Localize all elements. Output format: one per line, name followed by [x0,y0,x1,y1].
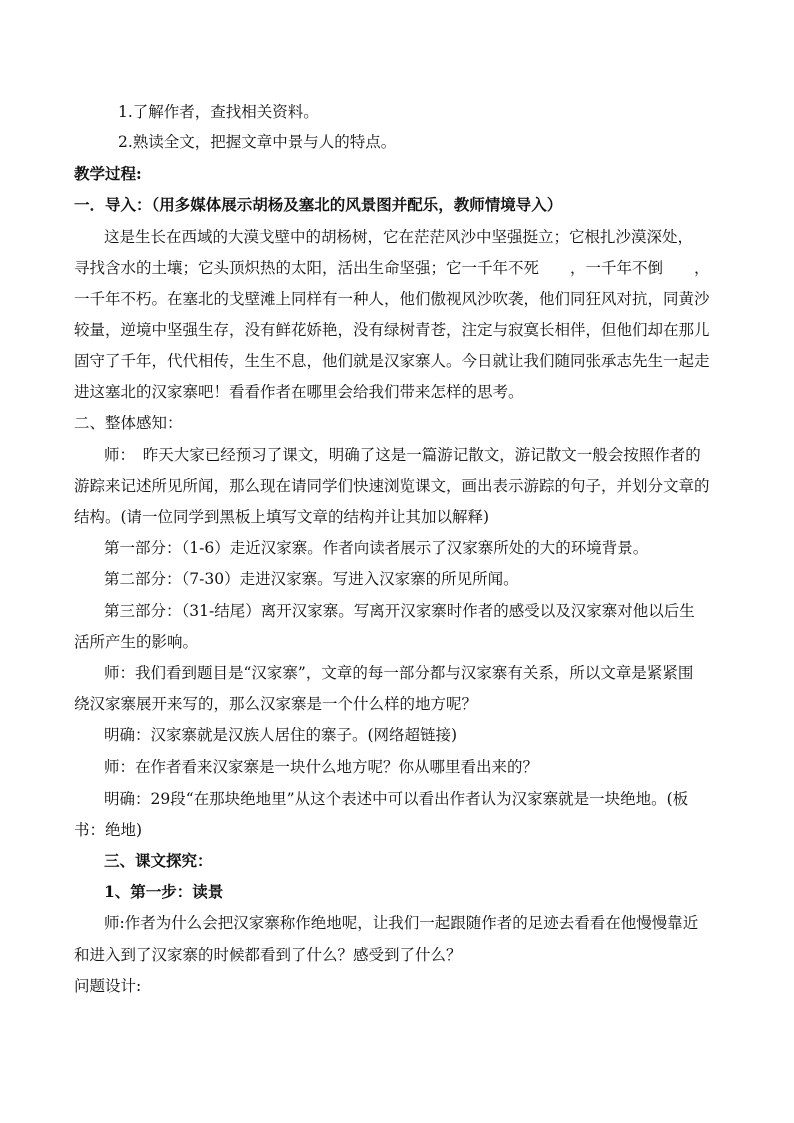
answer-2: 明确：29段“在那块绝地里”从这个表述中可以看出作者认为汉家寨就是一块绝地。(板 [104,790,689,808]
section-2-heading: 二、整体感知： [74,414,183,432]
structure-part-1: 第一部分：（1-6）走近汉家寨。作者向读者展示了汉家寨所处的大的环境背景。 [104,539,649,557]
answer-2: 书：绝地) [74,821,143,839]
intro-line: 较量，逆境中坚强生存，没有鲜花娇艳，没有绿树青苍，注定与寂寞长相伴，但他们却在那儿 [74,321,710,339]
intro-line: 寻找含水的土壤；它头顶炽热的太阳，活出生命坚强；它一千年不死 ，一千年不倒 ， [74,259,710,277]
section-3-heading: 三、课文探究： [104,851,213,870]
structure-part-3: 活所产生的影响。 [74,633,199,651]
question-design-label: 问题设计: [74,977,142,995]
teacher-question-3: 和进入到了汉家寨的时候都看到了什么？感受到了什么？ [74,946,462,964]
teacher-question-1: 绕汉家寨展开来写的，那么汉家寨是一个什么样的地方呢？ [74,695,478,713]
prep-item-1: 1.了解作者，查找相关资料。 [118,103,319,121]
teacher-intro-line: 结构。(请一位同学到黑板上填写文章的结构并让其加以解释) [74,508,490,526]
teacher-intro-line: 师： 昨天大家已经预习了课文，明确了这是一篇游记散文，游记散文一般会按照作者的 [104,446,701,464]
intro-line: 一千年不朽。在塞北的戈壁滩上同样有一种人，他们傲视风沙吹袭，他们同狂风对抗，同黄沙 [74,290,710,308]
answer-1: 明确：汉家寨就是汉族人居住的寨子。(网络超链接) [104,726,458,744]
teacher-question-3: 师:作者为什么会把汉家寨称作绝地呢，让我们一起跟随作者的足迹去看看在他慢慢靠近 [104,914,699,932]
structure-part-2: 第二部分：（7-30）走进汉家寨。写进入汉家寨的所见所闻。 [104,570,519,588]
intro-line: 这是生长在西域的大漠戈壁中的胡杨树，它在茫茫风沙中坚强挺立；它根扎沙漠深处， [104,228,694,246]
structure-part-3: 第三部分：（31-结尾）离开汉家寨。写离开汉家寨时作者的感受以及汉家寨对他以后生 [104,602,695,620]
intro-line: 固守了千年，代代相传，生生不息，他们就是汉家寨人。今日就让我们随同张承志先生一起走 [74,352,710,370]
teacher-question-1: 师：我们看到题目是“汉家寨”，文章的每一部分都与汉家寨有关系，所以文章是紧紧围 [104,664,694,682]
intro-line: 进这塞北的汉家寨吧！看看作者在哪里会给我们带来怎样的思考。 [74,383,524,401]
prep-item-2: 2.熟读全文，把握文章中景与人的特点。 [118,133,397,151]
teacher-intro-line: 游踪来记述所见所闻，那么现在请同学们快速浏览课文，画出表示游踪的句子，并划分文章的 [74,477,710,495]
process-heading: 教学过程: [74,164,142,183]
teacher-question-2: 师：在作者看来汉家寨是一块什么地方呢？你从哪里看出来的？ [104,758,539,776]
section-1-heading: 一．导入：（用多媒体展示胡杨及塞北的风景图并配乐，教师情境导入） [74,195,563,214]
step-1-heading: 1、第一步：读景 [104,882,224,901]
